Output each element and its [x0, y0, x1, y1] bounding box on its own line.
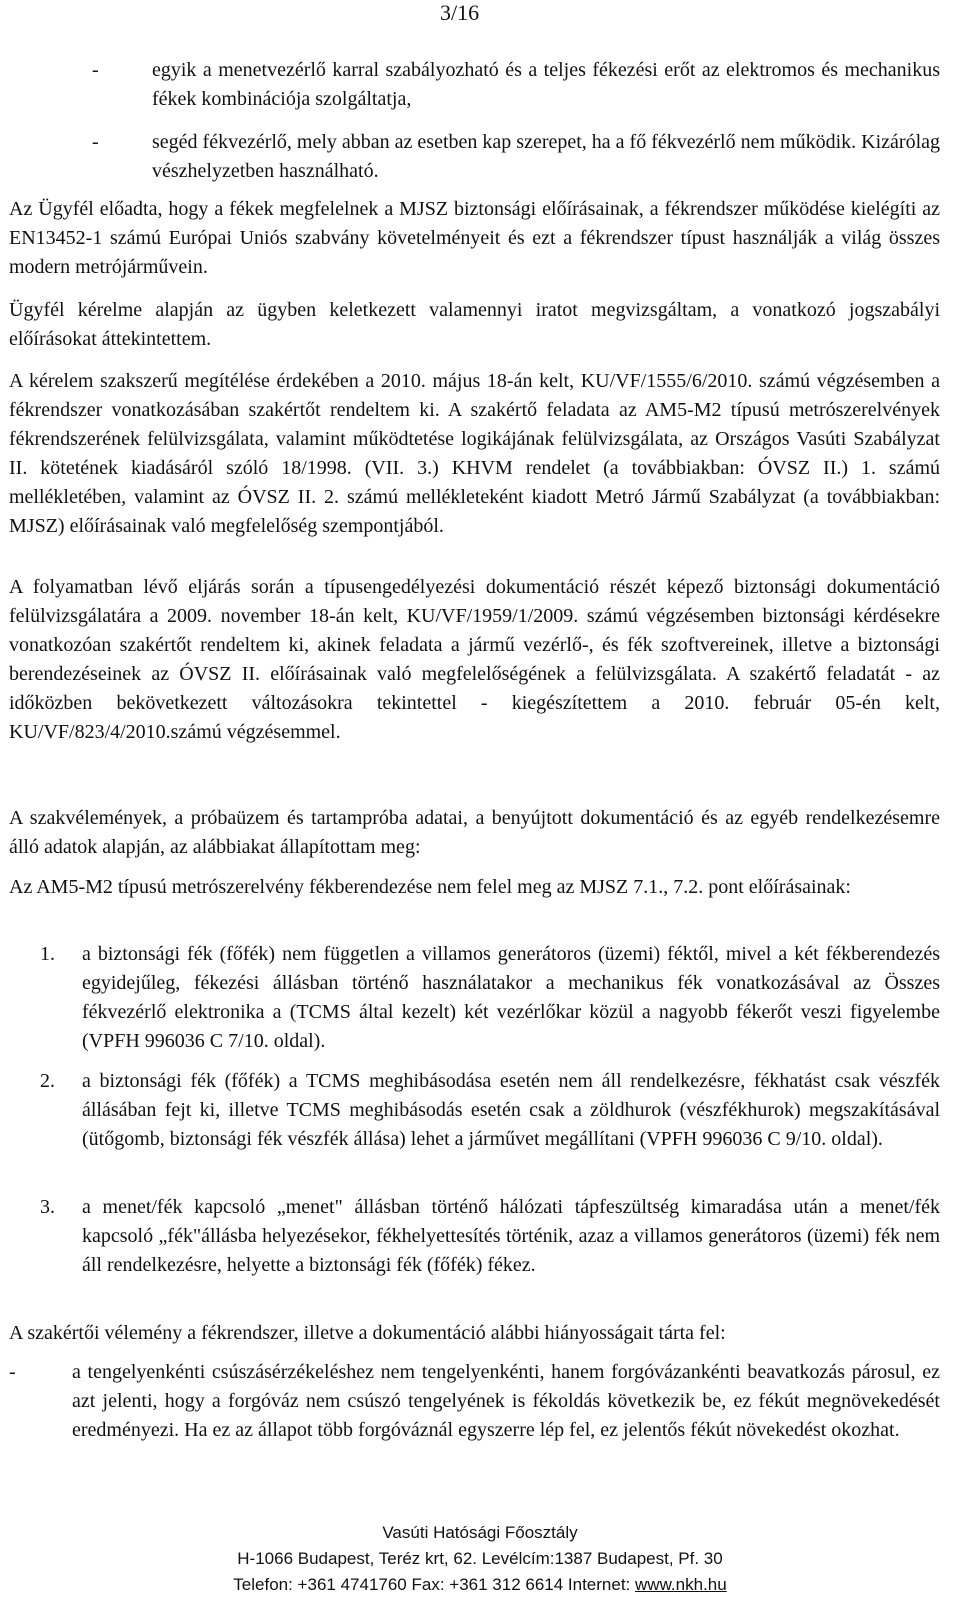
dash-marker: - [92, 59, 99, 81]
footer-contact [0, 1572, 960, 1597]
list-number: 3. [40, 1196, 55, 1218]
numbered-list-item-text: a biztonsági fék (főfék) nem független a villamos generátoros (üzemi) féktől, mivel a két fékberendezés egyidejűleg, fékezési állásban történő használatakor a mechanikus fék vonatkozásával az Összes fékvezérlő elektronika a (TCMS által kezelt) két vezérlőkar közül a nagyobb fékerőt veszi figyelembe (VPFH 996036 C 7/10. oldal). [82, 943, 940, 1052]
dash-marker: - [92, 131, 99, 153]
paragraph-expert-opinion: A szakértői vélemény a fékrendszer, illetve a dokumentáció alábbi hiányosságait tárta fel: [9, 1322, 726, 1344]
footer-address: H-1066 Budapest, Teréz krt, 62. Levélcím:1387 Budapest, Pf. 30 [237, 1549, 723, 1568]
intro-list-item-text: segéd fékvezérlő, mely abban az esetben kap szerepet, ha a fő fékvezérlő nem működik. Kizárólag vészhelyzetben használható. [152, 131, 940, 182]
footer-website-link[interactable]: www.nkh.hu [635, 1575, 727, 1594]
paragraph-documents-reviewed: Ügyfél kérelme alapján az ügyben keletkezett valamennyi iratot megvizsgáltam, a vonatkozó jogszabályi előírásokat áttekintettem. [9, 299, 940, 350]
footer-org-name: Vasúti Hatósági Főosztály [382, 1523, 578, 1542]
intro-list-item [92, 128, 940, 186]
finding-list-item [9, 1358, 940, 1445]
numbered-list-item [40, 940, 940, 1056]
numbered-list-item-text: a biztonsági fék (főfék) a TCMS meghibásodása esetén nem áll rendelkezésre, fékhatást csak vészfék állásában fejt ki, illetve TCMS meghibásodás esetén csak a zöldhurok (vészfékhurok) megszakításával (ütőgomb, biztonsági fék vészfék állása) lehet a járművet megállítani (VPFH 996036 C 9/10. oldal). [82, 1070, 940, 1150]
paragraph-expert-appointment: A kérelem szakszerű megítélése érdekében a 2010. május 18-án kelt, KU/VF/1555/6/2010. számú végzésemben a fékrendszer vonatkozásában szakértőt rendeltem ki. A szakértő feladata az AM5-M2 típusú metrószerelvények fékrendszerének felülvizsgálata, valamint működtetése logikájának felülvizsgálata, az Országos Vasúti Szabályzat II. kötetének kiadásáról szóló 18/1998. (VII. 3.) KHVM rendelet (a továbbiakban: ÓVSZ II.) 1. számú mellékletében, valamint az ÓVSZ II. 2. számú mellékleteként kiadott Metró Jármű Szabályzat (a továbbiakban: MJSZ) előírásainak való megfelelőség szempontjából. [9, 370, 940, 537]
paragraph-client-statement: Az Ügyfél előadta, hogy a fékek megfelelnek a MJSZ biztonsági előírásainak, a fékrendszer működése kielégíti az EN13452-1 számú Európai Uniós szabvány követelményeit és ezt a fékrendszer típust használják a világ összes modern metrójárművein. [9, 198, 940, 278]
numbered-list-item [40, 1067, 940, 1154]
intro-list-item-text: egyik a menetvezérlő karral szabályozható és a teljes fékezési erőt az elektromos és mechanikus fékek kombinációja szolgáltatja, [152, 59, 940, 110]
paragraph-safety-review: A folyamatban lévő eljárás során a típusengedélyezési dokumentáció részét képező biztonsági dokumentáció felülvizsgálatára a 2009. november 18-án kelt, KU/VF/1959/1/2009. számú végzésemben biztonsági kérdésekre vonatkozóan szakértőt rendeltem ki, akinek feladata a jármű vezérlő-, és fék szoftvereinek, illetve a biztonsági berendezéseinek az ÓVSZ II. előírásainak való megfelelőségének a felülvizsgálata. A szakértő feladatát - az időközben bekövetkezett változásokra tekintettel - kiegészítettem a 2010. február 05-én kelt, KU/VF/823/4/2010.számú végzésemmel. [9, 576, 940, 743]
paragraph-findings-intro: A szakvélemények, a próbaüzem és tartampróba adatai, a benyújtott dokumentáció és az egyéb rendelkezésemre álló adatok alapján, az alábbiakat állapítottam meg: [9, 807, 940, 858]
page-number: 3/16 [440, 0, 480, 25]
footer-contact-text: Telefon: +361 4741760 Fax: +361 312 6614 Internet: [233, 1575, 636, 1594]
intro-list-item [92, 56, 940, 114]
list-number: 1. [40, 943, 55, 965]
numbered-list-item [40, 1193, 940, 1280]
finding-list-item-text: a tengelyenkénti csúszásérzékeléshez nem tengelyenkénti, hanem forgóvázankénti beavatkozás párosul, ez azt jelenti, hogy a forgóváz nem csúszó tengelyének is fékoldás következik be, ez fékút megnövekedését eredményezi. Ha ez az állapot több forgóváznál egyszerre lép fel, ez jelentős fékút növekedést okozhat. [72, 1361, 940, 1441]
list-number: 2. [40, 1070, 55, 1092]
paragraph-noncompliance: Az AM5-M2 típusú metrószerelvény fékberendezése nem felel meg az MJSZ 7.1., 7.2. pont előírásainak: [9, 876, 851, 898]
numbered-list-item-text: a menet/fék kapcsoló „menet" állásban történő hálózati tápfeszültség kimaradása után a menet/fék kapcsoló „fék"állásba helyezésekor, fékhelyettesítés történik, azaz a villamos generátoros (üzemi) fék nem áll rendelkezésre, helyette a biztonsági fék (főfék) fékez. [82, 1196, 940, 1276]
dash-marker: - [9, 1361, 16, 1383]
